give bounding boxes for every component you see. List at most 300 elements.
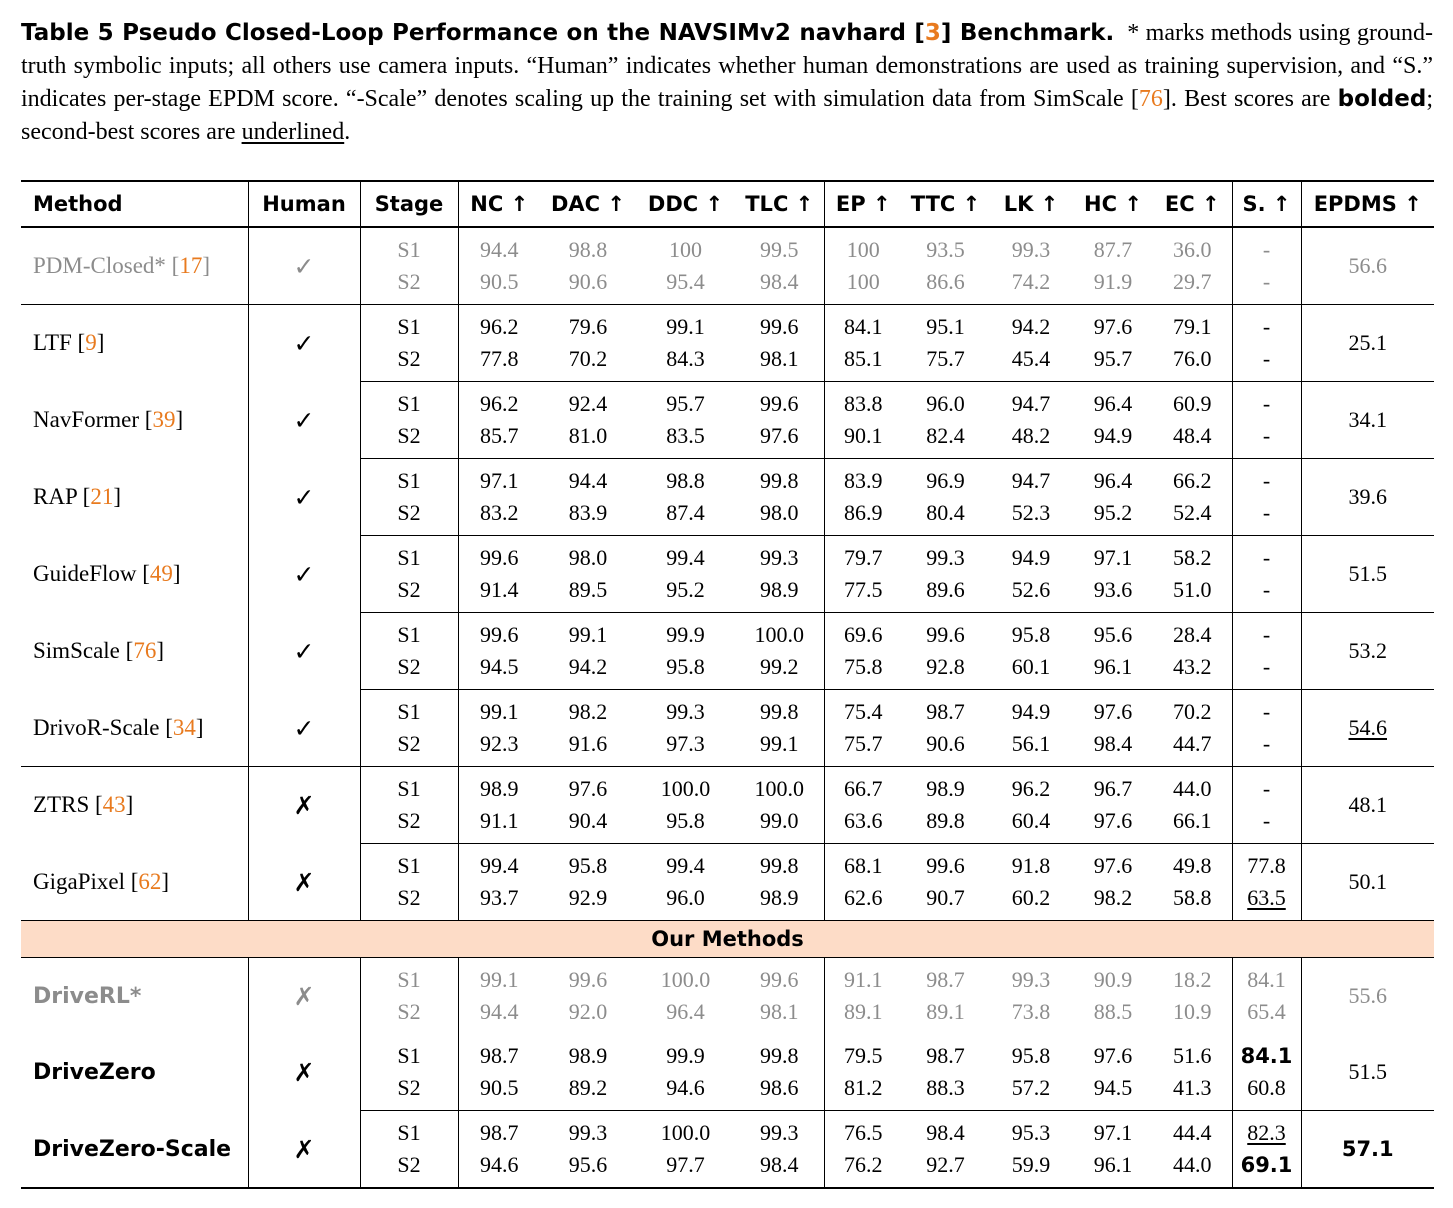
stage-s1: S1 [397,468,421,493]
stage-s1: S1 [397,1043,421,1068]
table-row [21,465,1434,529]
metric-cell [1153,964,1232,1028]
metric-cell [824,234,902,298]
metric-s2: 83.5 [666,423,705,448]
metric-s2: 57.2 [1011,1075,1051,1100]
metric-s1: 100.0 [754,776,804,801]
metric-s2: 92.3 [480,731,519,756]
stage-cell [360,465,458,529]
metric-s2: 92.7 [926,1152,965,1177]
metric-cell [540,1040,636,1104]
metric-cell [902,542,989,606]
epdms-value: 53.2 [1348,638,1387,663]
metric-s1: 94.9 [1011,699,1051,724]
metric-s1: 99.3 [666,699,705,724]
metric-s1: 99.6 [926,622,965,647]
metric-s1: 99.1 [480,699,519,724]
metric-cell [1153,1117,1232,1181]
metric-s1: 69.6 [844,622,883,647]
metric-s1: 99.6 [760,967,799,992]
metric-cell [540,696,636,760]
metric-s2: 97.7 [666,1152,705,1177]
metric-s2: 95.6 [568,1152,608,1177]
metric-s2: 60.1 [1011,654,1051,679]
stage-s2: S2 [397,269,421,294]
col-ep: EP ↑ [824,181,902,227]
metric-cell [1153,850,1232,914]
stage-cell [360,234,458,298]
metric-s1: 82.3 [1247,1120,1286,1145]
metric-s1: - [1262,314,1271,339]
metric-cell [540,773,636,837]
metric-s1: 96.2 [1011,776,1051,801]
metric-s2: 97.6 [1093,808,1133,833]
results-table [21,180,1434,1189]
stage-s2: S2 [397,346,421,371]
stage-cell [360,1117,458,1181]
metric-s2: 95.8 [666,654,705,679]
metric-s1: 79.1 [1173,314,1212,339]
metric-cell [1232,311,1301,375]
metric-s2: 98.9 [760,577,799,602]
metric-cell [1073,388,1153,452]
metric-s1: 68.1 [844,853,883,878]
metric-cell [636,619,735,683]
metric-s1: 96.2 [480,314,519,339]
method-name: PDM-Closed* [33,253,166,278]
epdms-cell [1301,542,1434,606]
method-name: DriveZero-Scale [33,1136,232,1162]
metric-cell [540,311,636,375]
metric-cell [636,311,735,375]
human-mark: ✓ [248,465,360,529]
stage-cell [360,773,458,837]
epdms-cell [1301,619,1434,683]
metric-cell [824,696,902,760]
metric-cell [458,542,540,606]
row-spacer [21,227,1434,234]
caption-title: Table 5 Pseudo Closed-Loop Performance on the NAVSIMv2 navhard [3] Benchmark. [21,20,1115,46]
metric-s1: 97.6 [1093,699,1133,724]
citation-link[interactable]: 9 [85,330,97,355]
citation-link[interactable]: 49 [149,561,173,586]
metric-s1: 100 [669,237,702,262]
stage-s1: S1 [397,391,421,416]
metric-s2: 48.4 [1173,423,1212,448]
metric-s2: 94.6 [480,1152,519,1177]
metric-s2: 77.8 [480,346,519,371]
metric-s2: 82.4 [926,423,965,448]
stage-s1: S1 [397,967,421,992]
metric-cell [902,1040,989,1104]
human-mark: ✗ [248,1117,360,1181]
metric-s1: 94.2 [1011,314,1051,339]
metric-s1: 58.2 [1173,545,1212,570]
method-cell: GuideFlow [49] [21,542,248,606]
metric-cell [458,619,540,683]
metric-cell [1153,234,1232,298]
metric-s1: 98.7 [926,699,965,724]
metric-s1: 99.1 [666,314,705,339]
metric-s1: 99.5 [760,237,799,262]
epdms-cell [1301,964,1434,1028]
metric-s2: 43.2 [1173,654,1212,679]
human-mark: ✓ [248,542,360,606]
metric-s2: 52.4 [1173,500,1212,525]
citation-link[interactable]: 76 [133,638,157,663]
human-mark: ✗ [248,1040,360,1104]
stage-s1: S1 [397,1120,421,1145]
stage-cell [360,311,458,375]
stage-s1: S1 [397,853,421,878]
metric-s1: 98.4 [926,1120,965,1145]
metric-s2: 99.1 [760,731,799,756]
epdms-cell [1301,1040,1434,1104]
metric-s1: 84.1 [844,314,883,339]
metric-cell [636,773,735,837]
citation-link[interactable]: 21 [90,484,114,509]
epdms-cell [1301,388,1434,452]
metric-s2: 91.4 [480,577,519,602]
metric-s2: 81.0 [568,423,608,448]
metric-s2: 10.9 [1173,999,1212,1024]
metric-s2: 91.1 [480,808,519,833]
metric-s1: 99.3 [926,545,965,570]
metric-s2: 86.6 [926,269,965,294]
col-tlc: TLC ↑ [735,181,824,227]
metric-s1: 97.6 [568,776,608,801]
metric-cell [1232,850,1301,914]
stage-s2: S2 [397,423,421,448]
metric-s2: 89.8 [926,808,965,833]
metric-s2: 83.2 [480,500,519,525]
metric-cell [540,850,636,914]
metric-s1: 97.6 [1093,314,1133,339]
method-name: DrivoR-Scale [33,715,160,740]
method-cell: RAP [21] [21,465,248,529]
epdms-value: 25.1 [1348,330,1387,355]
metric-s2: 90.4 [568,808,608,833]
metric-s2: 90.1 [844,423,883,448]
metric-s2: 95.4 [666,269,705,294]
metric-cell [735,619,824,683]
col-s: S. ↑ [1232,181,1301,227]
metric-s2: 98.9 [760,885,799,910]
metric-cell [458,388,540,452]
metric-cell [902,234,989,298]
metric-cell [989,234,1073,298]
metric-cell [458,465,540,529]
method-name: LTF [33,330,72,355]
method-cell [21,1040,248,1104]
col-stage: Stage [360,181,458,227]
human-mark: ✓ [248,388,360,452]
metric-s1: 44.0 [1173,776,1212,801]
metric-s2: - [1262,269,1271,294]
metric-cell [540,388,636,452]
metric-cell [1232,619,1301,683]
metric-cell [989,1117,1073,1181]
epdms-cell [1301,1117,1434,1181]
epdms-cell [1301,465,1434,529]
metric-cell [458,234,540,298]
stage-cell [360,964,458,1028]
metric-s1: 87.7 [1093,237,1133,262]
metric-s2: 98.2 [1093,885,1133,910]
metric-s1: 99.4 [666,853,705,878]
metric-cell [636,465,735,529]
metric-s2: 93.7 [480,885,519,910]
metric-s2: 48.2 [1011,423,1051,448]
stage-s2: S2 [397,885,421,910]
metric-s2: 84.3 [666,346,705,371]
metric-s1: 100 [846,237,880,262]
citation-link[interactable]: 39 [152,407,176,432]
metric-s2: 44.0 [1173,1152,1212,1177]
metric-s2: 97.6 [760,423,799,448]
metric-cell [902,311,989,375]
epdms-value: 51.5 [1348,1059,1387,1084]
metric-cell [989,388,1073,452]
metric-s1: 99.9 [666,1043,705,1068]
metric-s2: 41.3 [1173,1075,1212,1100]
metric-s1: 99.8 [760,468,799,493]
human-mark: ✓ [248,696,360,760]
metric-cell [989,850,1073,914]
epdms-value: 48.1 [1348,792,1387,817]
metric-cell [735,542,824,606]
metric-cell [1232,1117,1301,1181]
col-method: Method [21,181,248,227]
metric-s1: - [1262,391,1271,416]
metric-s1: 98.8 [666,468,705,493]
metric-s1: 94.7 [1011,468,1051,493]
metric-s1: 99.6 [760,314,799,339]
table-row [21,696,1434,760]
metric-cell [902,388,989,452]
metric-cell [636,850,735,914]
metric-s2: - [1262,346,1271,371]
stage-cell [360,696,458,760]
metric-s1: 96.4 [1093,468,1133,493]
metric-s1: 99.6 [760,391,799,416]
col-epdms: EPDMS ↑ [1301,181,1434,227]
table-row [21,1117,1434,1181]
metric-cell [989,964,1073,1028]
col-nc: NC ↑ [458,181,540,227]
human-mark: ✓ [248,234,360,298]
metric-s2: 60.8 [1247,1075,1286,1100]
metric-cell [1232,542,1301,606]
citation-link[interactable]: 62 [138,869,162,894]
metric-s2: 97.3 [666,731,705,756]
col-dac: DAC ↑ [540,181,636,227]
metric-s1: 95.1 [926,314,965,339]
metric-cell [1232,964,1301,1028]
metric-cell [540,619,636,683]
metric-s1: 99.4 [666,545,705,570]
metric-s1: 94.7 [1011,391,1051,416]
citation-link[interactable]: 34 [172,715,196,740]
metric-cell [1153,542,1232,606]
metric-cell [824,619,902,683]
human-mark: ✓ [248,311,360,375]
metric-s1: 100.0 [660,967,711,992]
metric-s1: 94.9 [1011,545,1051,570]
col-human: Human [248,181,360,227]
citation-link[interactable]: 17 [179,253,203,278]
metric-s2: 58.8 [1173,885,1212,910]
metric-s1: 92.4 [568,391,608,416]
metric-s2: - [1262,577,1271,602]
metric-s2: 87.4 [666,500,705,525]
epdms-value: 50.1 [1348,869,1387,894]
metric-s1: 99.8 [760,699,799,724]
metric-s1: 75.4 [844,699,883,724]
metric-s2: 90.5 [480,1075,519,1100]
metric-cell [902,850,989,914]
epdms-cell [1301,311,1434,375]
metric-cell [902,1117,989,1181]
metric-s1: 83.8 [844,391,883,416]
metric-s1: 98.9 [926,776,965,801]
metric-cell [902,964,989,1028]
epdms-cell [1301,773,1434,837]
metric-cell [735,850,824,914]
metric-cell [824,465,902,529]
metric-s2: 90.6 [926,731,965,756]
metric-s1: 98.9 [480,776,519,801]
metric-s1: 94.4 [480,237,519,262]
method-cell: LTF [9] [21,311,248,375]
metric-cell [1073,773,1153,837]
caption-body: * marks methods using ground-truth symbolic inputs; all others use camera inputs. “Human” indicates whether human demonstrations are used as training supervision, and “S.” indicates per-stage EPDM score. “-Scale” denotes scaling up the training set with simulation data from SimScale [76]. Best scores are bolded; second-best scores are underlined. [21,20,1433,145]
metric-cell [1232,465,1301,529]
epdms-cell [1301,234,1434,298]
stage-cell [360,542,458,606]
metric-s2: 89.5 [568,577,608,602]
citation-link[interactable]: 43 [102,792,126,817]
metric-s2: - [1262,731,1271,756]
metric-cell [1232,234,1301,298]
metric-s2: 92.8 [926,654,965,679]
stage-s1: S1 [397,314,421,339]
metric-cell [540,542,636,606]
metric-cell [989,311,1073,375]
metric-cell [1232,696,1301,760]
metric-s2: 98.0 [760,500,799,525]
metric-cell [824,388,902,452]
human-mark: ✓ [248,619,360,683]
stage-s2: S2 [397,1075,421,1100]
metric-cell [1073,234,1153,298]
metric-s2: 66.1 [1173,808,1212,833]
metric-cell [458,1117,540,1181]
col-ddc: DDC ↑ [636,181,735,227]
metric-s2: 59.9 [1011,1152,1051,1177]
metric-cell [458,311,540,375]
metric-s2: 98.4 [760,269,799,294]
metric-s2: 83.9 [568,500,608,525]
method-name: SimScale [33,638,120,663]
metric-s2: 80.4 [926,500,965,525]
metric-s2: 91.9 [1093,269,1133,294]
method-cell [21,964,248,1028]
method-name: DriveZero [33,1059,156,1085]
metric-s2: 62.6 [844,885,883,910]
metric-cell [735,311,824,375]
metric-s2: 85.1 [844,346,883,371]
method-cell: PDM-Closed* [17] [21,234,248,298]
epdms-value: 51.5 [1348,561,1387,586]
metric-cell [824,850,902,914]
table-caption [21,14,1433,149]
metric-s2: 94.9 [1093,423,1133,448]
metric-cell [824,542,902,606]
method-cell [21,1117,248,1181]
epdms-value: 54.6 [1348,715,1387,740]
method-name: GuideFlow [33,561,137,586]
stage-s2: S2 [397,808,421,833]
metric-s1: - [1262,545,1271,570]
header-row [21,181,1434,227]
metric-s1: 100.0 [754,622,804,647]
metric-s2: 63.5 [1247,885,1286,910]
epdms-value: 56.6 [1348,253,1387,278]
metric-s2: - [1262,500,1271,525]
metric-cell [1073,696,1153,760]
table-row [21,850,1434,914]
metric-s1: 97.1 [1093,545,1133,570]
section-label: Our Methods [21,921,1434,958]
table-row [21,234,1434,298]
metric-cell [1153,619,1232,683]
metric-cell [1232,773,1301,837]
metric-s2: 96.4 [666,999,705,1024]
metric-cell [735,465,824,529]
metric-cell [1153,1040,1232,1104]
stage-s2: S2 [397,500,421,525]
metric-s1: 93.5 [926,237,965,262]
method-cell: SimScale [76] [21,619,248,683]
metric-s1: 99.1 [568,622,608,647]
stage-s1: S1 [397,699,421,724]
metric-s2: 93.6 [1093,577,1133,602]
metric-s1: 98.0 [568,545,608,570]
metric-s2: - [1262,423,1271,448]
metric-s1: 98.7 [926,1043,965,1068]
row-spacer [21,1181,1434,1188]
metric-s2: 74.2 [1011,269,1051,294]
metric-s2: 90.6 [568,269,608,294]
metric-s1: 79.5 [844,1043,883,1068]
metric-s2: 52.3 [1011,500,1051,525]
metric-s2: 75.7 [926,346,965,371]
metric-s2: 86.9 [844,500,883,525]
metric-s1: - [1262,237,1271,262]
metric-s1: 94.4 [568,468,608,493]
metric-cell [458,1040,540,1104]
stage-s2: S2 [397,1152,421,1177]
metric-s2: 98.6 [760,1075,799,1100]
metric-s1: 100.0 [660,776,711,801]
metric-cell [902,696,989,760]
human-mark: ✗ [248,850,360,914]
metric-s1: 96.4 [1093,391,1133,416]
metric-cell [902,465,989,529]
metric-s2: 89.2 [568,1075,608,1100]
metric-cell [902,619,989,683]
